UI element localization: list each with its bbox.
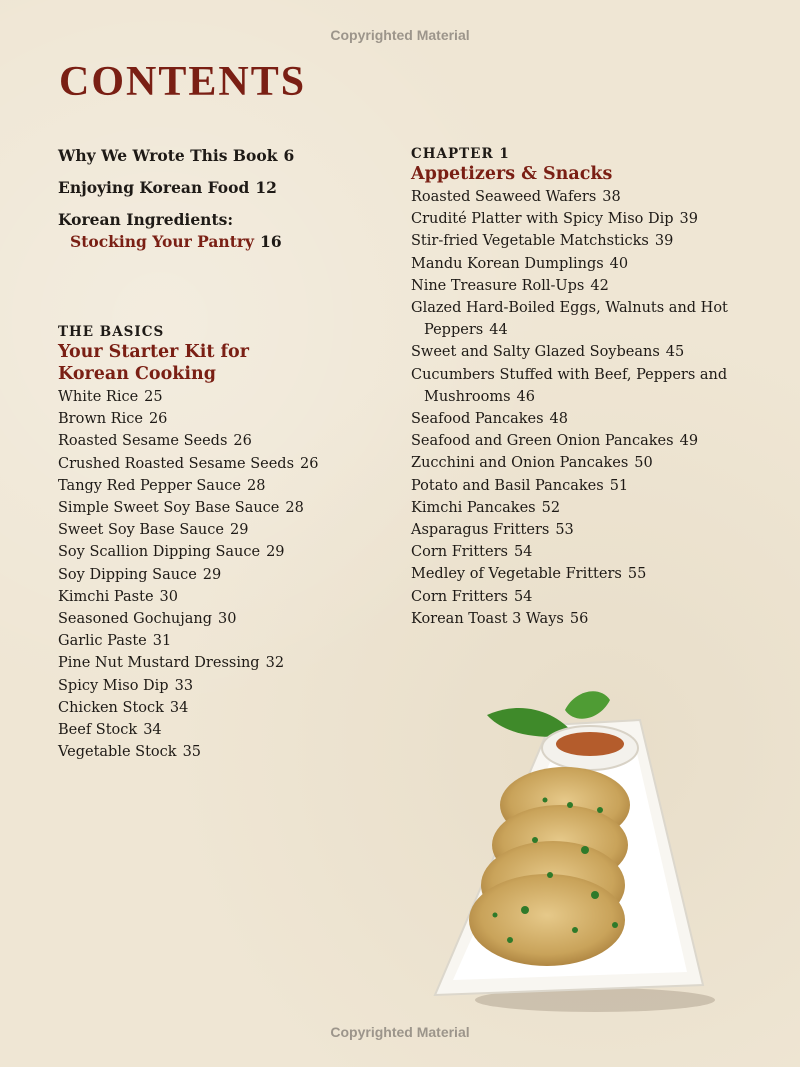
front-item-label: Stocking Your Pantry (70, 232, 255, 251)
toc-entry-label: Nine Treasure Roll-Ups (411, 277, 585, 294)
toc-entry[interactable] (411, 230, 781, 252)
toc-entry-page: 48 (549, 411, 568, 428)
toc-entry-page: 45 (665, 344, 685, 361)
toc-entry[interactable] (58, 630, 388, 652)
toc-entry-label: Corn Fritters (411, 544, 508, 561)
toc-entry-label: Glazed Hard-Boiled Eggs, Walnuts and Hot Peppers (411, 300, 728, 339)
toc-entry-page: 28 (247, 477, 266, 494)
toc-entry-label: Corn Fritters (411, 588, 508, 605)
toc-entry-page: 29 (266, 544, 285, 561)
toc-entry-label: Tangy Red Pepper Sauce (58, 477, 241, 494)
toc-entry[interactable] (411, 586, 781, 608)
right-column (411, 145, 781, 630)
toc-entry-page: 40 (609, 255, 629, 272)
toc-entry-label: Crudité Platter with Spicy Miso Dip (411, 211, 674, 228)
toc-entry-label: Pine Nut Mustard Dressing (58, 655, 260, 672)
toc-entry-label: Seafood and Green Onion Pancakes (411, 433, 674, 450)
toc-entry[interactable] (58, 408, 388, 430)
front-matter-list (58, 145, 388, 231)
toc-entry-label: Soy Dipping Sauce (58, 566, 197, 583)
toc-entry-label: Asparagus Fritters (411, 522, 550, 539)
toc-entry[interactable] (58, 741, 388, 763)
toc-entry-page: 12 (255, 178, 277, 197)
toc-entry-label: Garlic Paste (58, 633, 147, 650)
toc-entry-label: Korean Ingredients: (58, 210, 234, 229)
toc-entry-page: 30 (218, 611, 237, 628)
toc-entry-label: Medley of Vegetable Fritters (411, 566, 622, 583)
section-basics (58, 323, 388, 763)
watermark-bottom: Copyrighted Material (330, 1024, 470, 1040)
toc-entry[interactable] (58, 608, 388, 630)
toc-entry-page: 50 (634, 455, 653, 472)
toc-entry-label: Potato and Basil Pancakes (411, 477, 604, 494)
toc-entry[interactable] (58, 719, 388, 741)
toc-entry-label: Simple Sweet Soy Base Sauce (58, 500, 280, 517)
toc-entry-label: Soy Scallion Dipping Sauce (58, 544, 261, 561)
toc-entry-page: 56 (569, 610, 589, 627)
toc-entry-page: 26 (300, 455, 319, 472)
toc-entry[interactable] (411, 341, 781, 363)
toc-entry-page: 25 (144, 389, 163, 405)
toc-entry[interactable] (411, 364, 781, 408)
toc-entry-label: Brown Rice (58, 411, 143, 428)
toc-entry-page: 49 (679, 433, 699, 450)
toc-entry[interactable] (58, 675, 388, 697)
section-heading (58, 341, 388, 385)
toc-entry-page: 6 (283, 146, 295, 165)
toc-entry[interactable] (411, 186, 781, 208)
toc-entry-page: 31 (152, 633, 172, 650)
section-kicker: THE BASICS (58, 324, 165, 340)
toc-entry[interactable] (411, 541, 781, 563)
toc-entry-label: Why We Wrote This Book (58, 146, 278, 165)
toc-entry[interactable] (58, 430, 388, 452)
toc-entry-label: Beef Stock (58, 722, 138, 739)
toc-entry[interactable] (411, 297, 781, 341)
toc-entry-page: 51 (609, 477, 629, 494)
toc-entry-page: 44 (489, 322, 508, 339)
toc-entry-label: Sweet and Salty Glazed Soybeans (411, 344, 660, 361)
toc-entry[interactable] (411, 497, 781, 519)
toc-entry-label: Crushed Roasted Sesame Seeds (58, 455, 295, 472)
toc-entry[interactable] (411, 275, 781, 297)
toc-entry-page: 29 (229, 522, 249, 539)
toc-entry[interactable] (58, 652, 388, 674)
toc-entry-label: Vegetable Stock (58, 744, 177, 761)
toc-entry-label: White Rice (58, 389, 139, 405)
toc-entry[interactable] (58, 475, 388, 497)
toc-entry-page: 32 (265, 655, 285, 672)
toc-entry[interactable] (411, 253, 781, 275)
toc-entry-label: Enjoying Korean Food (58, 178, 250, 197)
toc-entry[interactable] (58, 386, 388, 408)
toc-entry-label: Stir-fried Vegetable Matchsticks (411, 233, 649, 250)
toc-entry[interactable] (411, 408, 781, 430)
page-title: CONTENTS (59, 59, 307, 105)
pancakes-photo (425, 680, 725, 1020)
chapter-kicker: CHAPTER 1 (411, 146, 510, 162)
toc-entry[interactable] (411, 208, 781, 230)
toc-entry-page: 53 (555, 522, 574, 539)
toc-entry-page: 38 (602, 189, 621, 205)
toc-entry-page: 55 (627, 566, 647, 583)
toc-entry-label: Roasted Seaweed Wafers (411, 189, 597, 205)
toc-entry-page: 39 (679, 211, 698, 228)
toc-entry[interactable] (411, 430, 781, 452)
chapter-heading: Appetizers & Snacks (411, 164, 613, 184)
toc-entry[interactable] (58, 519, 388, 541)
toc-entry[interactable] (58, 145, 388, 167)
section-heading-line2: Korean Cooking (58, 364, 217, 384)
toc-entry[interactable] (58, 564, 388, 586)
toc-entry-page: 34 (169, 699, 189, 716)
toc-entry-label: Roasted Sesame Seeds (58, 433, 228, 450)
toc-entry-page: 52 (541, 499, 561, 516)
toc-entry-label: Zucchini and Onion Pancakes (411, 455, 629, 472)
toc-entry-label: Seafood Pancakes (411, 411, 544, 428)
toc-entry[interactable] (58, 453, 388, 475)
toc-entry-page: 26 (233, 433, 252, 450)
toc-entry[interactable] (58, 586, 388, 608)
toc-entry-label: Mandu Korean Dumplings (411, 255, 604, 272)
toc-entry[interactable] (411, 608, 781, 630)
toc-entry-label: Kimchi Pancakes (411, 499, 536, 516)
toc-entry[interactable] (58, 209, 388, 231)
toc-entry-page: 28 (285, 500, 304, 517)
toc-entry[interactable] (411, 519, 781, 541)
toc-entry-page: 26 (148, 411, 168, 428)
basics-list (58, 386, 388, 763)
front-item-stocking-pantry[interactable] (58, 231, 388, 253)
toc-entry-page: 29 (202, 566, 222, 583)
toc-entry-page: 33 (174, 677, 194, 694)
toc-entry-label: Korean Toast 3 Ways (411, 610, 564, 627)
watermark-top: Copyrighted Material (330, 27, 470, 43)
toc-entry-page: 46 (516, 388, 535, 405)
toc-entry-label: Chicken Stock (58, 699, 164, 716)
toc-entry-label: Kimchi Paste (58, 588, 154, 605)
toc-entry[interactable] (411, 563, 781, 585)
toc-entry-page: 30 (159, 588, 178, 605)
section-heading-line1: Your Starter Kit for (58, 342, 249, 362)
toc-entry[interactable] (58, 177, 388, 199)
toc-entry[interactable] (58, 541, 388, 563)
toc-entry-page: 42 (590, 277, 609, 294)
toc-entry[interactable] (58, 497, 388, 519)
toc-entry-label: Sweet Soy Base Sauce (58, 522, 224, 539)
left-column (58, 145, 388, 763)
toc-entry-page: 54 (513, 588, 533, 605)
toc-entry[interactable] (411, 475, 781, 497)
toc-entry-page: 39 (654, 233, 674, 250)
toc-entry-label: Cucumbers Stuffed with Beef, Peppers and Mushrooms (411, 366, 728, 405)
toc-entry[interactable] (58, 697, 388, 719)
front-item-page: 16 (260, 232, 282, 251)
toc-entry-page: 34 (143, 722, 162, 739)
chapter1-list (411, 186, 781, 630)
toc-entry-page: 54 (513, 544, 533, 561)
toc-entry-label: Spicy Miso Dip (58, 677, 169, 694)
toc-entry[interactable] (411, 452, 781, 474)
toc-entry-page: 35 (182, 744, 202, 761)
toc-entry-label: Seasoned Gochujang (58, 611, 213, 628)
